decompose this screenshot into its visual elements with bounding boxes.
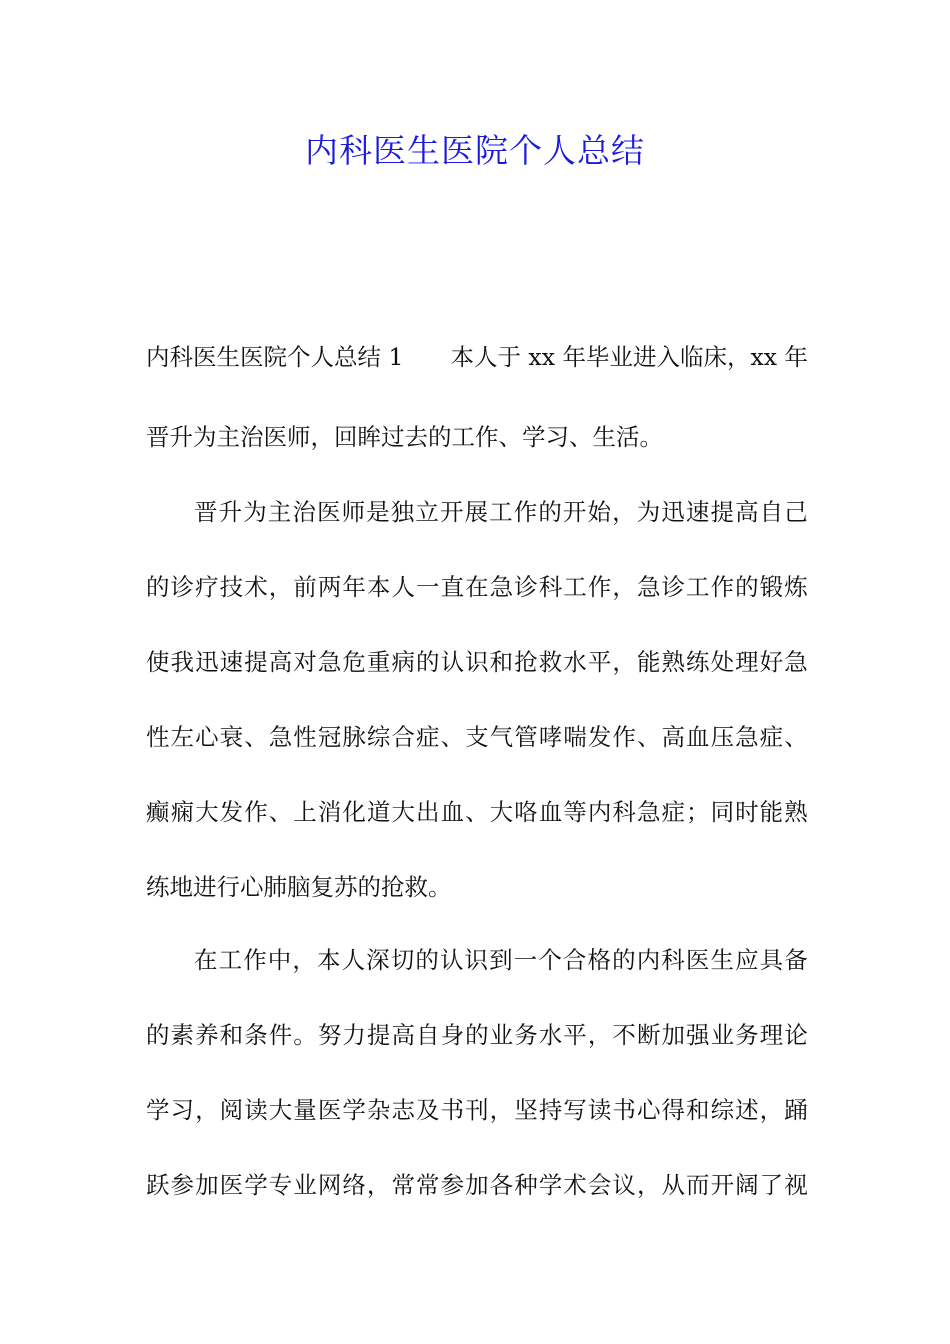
body-line: 在 工 作 中 ， 本 人 深 切 的 认 识 到 一 个 合 格 的 内 科 医 生 应 具 备: [194, 946, 808, 974]
document-title: 内科医生医院个人总结: [305, 131, 645, 170]
body-line: 学 习 ， 阅 读 大 量 医 学 杂 志 及 书 刊 ， 坚 持 写 读 书 心 得 和 综 述 ， 踊: [146, 1096, 808, 1124]
body-line: 晋升为主治医师，回眸过去的工作、学习、生活。: [146, 423, 663, 451]
body-line: 练地进行心肺脑复苏的抢救。: [146, 873, 452, 901]
body-line: 晋 升 为 主 治 医 师 是 独 立 开 展 工 作 的 开 始 ， 为 迅 速 提 高 自 己: [194, 498, 808, 526]
body-line: 性 左 心 衰 、 急 性 冠 脉 综 合 症 、 支 气 管 哮 喘 发 作 、 高 血 压 急 症 、: [146, 723, 808, 751]
body-line: 的 诊 疗 技 术 ， 前 两 年 本 人 一 直 在 急 诊 科 工 作 ， 急 诊 工 作 的 锻 炼: [146, 573, 808, 601]
body-line: 内 科 医 生 医 院 个 人 总 结 1 本 人 于 x x 年 毕 业 进 入 临 床 ， x x 年: [146, 343, 808, 371]
body-line: 跃 参 加 医 学 专 业 网 络 ， 常 常 参 加 各 种 学 术 会 议 ， 从 而 开 阔 了 视: [146, 1171, 808, 1199]
body-line: 的 素 养 和 条 件 。 努 力 提 高 自 身 的 业 务 水 平 ， 不 断 加 强 业 务 理 论: [146, 1021, 808, 1049]
body-line: 癫 痫 大 发 作 、 上 消 化 道 大 出 血 、 大 咯 血 等 内 科 急 症 ； 同 时 能 熟: [146, 798, 808, 826]
body-line: 使 我 迅 速 提 高 对 急 危 重 病 的 认 识 和 抢 救 水 平 ， 能 熟 练 处 理 好 急: [146, 648, 808, 676]
